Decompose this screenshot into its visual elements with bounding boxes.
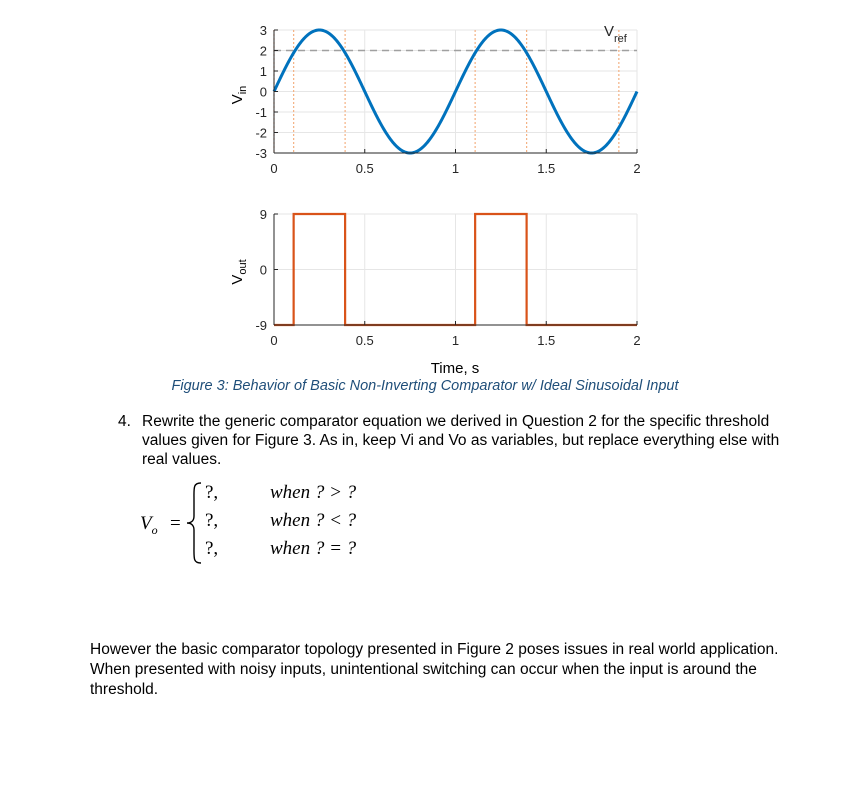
vin-y-tick-1: 1: [259, 64, 267, 79]
vin-x-tick-1.5: 1.5: [537, 161, 556, 176]
vout-xlabel: Time, s: [430, 360, 480, 377]
vout-y-tick-9: 9: [259, 207, 267, 222]
vin-x-tick-0: 0: [270, 161, 278, 176]
equation-row-2: ?,: [205, 510, 219, 531]
vin-x-tick-1: 1: [451, 161, 460, 176]
vout-x-tick-2: 2: [633, 333, 641, 348]
vin-y-tick--3: -3: [255, 146, 267, 161]
closing-paragraph: However the basic comparator topology presented in Figure 2 poses issues in real world application. When presented with noisy inputs, unintentional switching can occur when the input is around the threshold.: [90, 641, 779, 698]
vin-x-tick-0.5: 0.5: [355, 161, 374, 176]
equation-row-1: ?,: [205, 482, 219, 503]
vin-x-tick-labels: [270, 161, 640, 176]
vin-plot: [229, 23, 641, 176]
comparator-figure: [0, 0, 850, 380]
vout-plot: [229, 207, 641, 377]
vout-x-tick-1.5: 1.5: [537, 333, 556, 348]
equation-cond-1: when ? > ?: [270, 482, 357, 503]
question-4: [118, 412, 798, 469]
vout-x-tick-0: 0: [270, 333, 278, 348]
vin-ylabel: $V_{in}$: [229, 85, 249, 105]
equation-cond-3: when ? = ?: [270, 538, 357, 559]
equation-row-3: ?,: [205, 538, 219, 559]
vin-y-tick-0: 0: [259, 84, 267, 100]
vref-annotation: $V_{ref}$: [604, 23, 627, 45]
equation-equals: =: [170, 513, 181, 534]
vout-y-tick-labels: [255, 207, 267, 333]
question-number: 4.: [118, 413, 131, 430]
vout-y-tick--9: -9: [255, 318, 267, 333]
vout-grid: [274, 214, 637, 325]
figure-caption: Figure 3: Behavior of Basic Non-Inverting Comparator w/ Ideal Sinusoidal Input: [171, 378, 679, 394]
vin-y-tick--2: -2: [255, 125, 267, 141]
equation-cond-2: when ? < ?: [270, 510, 357, 531]
vout-y-tick-0: 0: [259, 262, 267, 278]
vin-y-tick-labels: [255, 23, 267, 161]
vout-x-tick-labels: [270, 333, 640, 348]
equation-lhs: $V_o$: [140, 513, 158, 537]
vout-ylabel: $V_{out}$: [229, 259, 249, 285]
vin-y-tick-3: 3: [259, 23, 267, 38]
vout-x-tick-0.5: 0.5: [355, 333, 374, 348]
piecewise-equation: [140, 480, 440, 570]
left-brace-icon: [184, 480, 204, 566]
vin-x-tick-2: 2: [633, 161, 641, 176]
vout-x-tick-1: 1: [451, 333, 460, 348]
vin-y-tick--1: -1: [255, 105, 267, 120]
question-text: Rewrite the generic comparator equation we derived in Question 2 for the specific threshold values given for Figure 3. As in, keep Vi and Vo as variables, but replace everything else with real values.: [142, 413, 780, 468]
vin-y-tick-2: 2: [259, 43, 267, 59]
